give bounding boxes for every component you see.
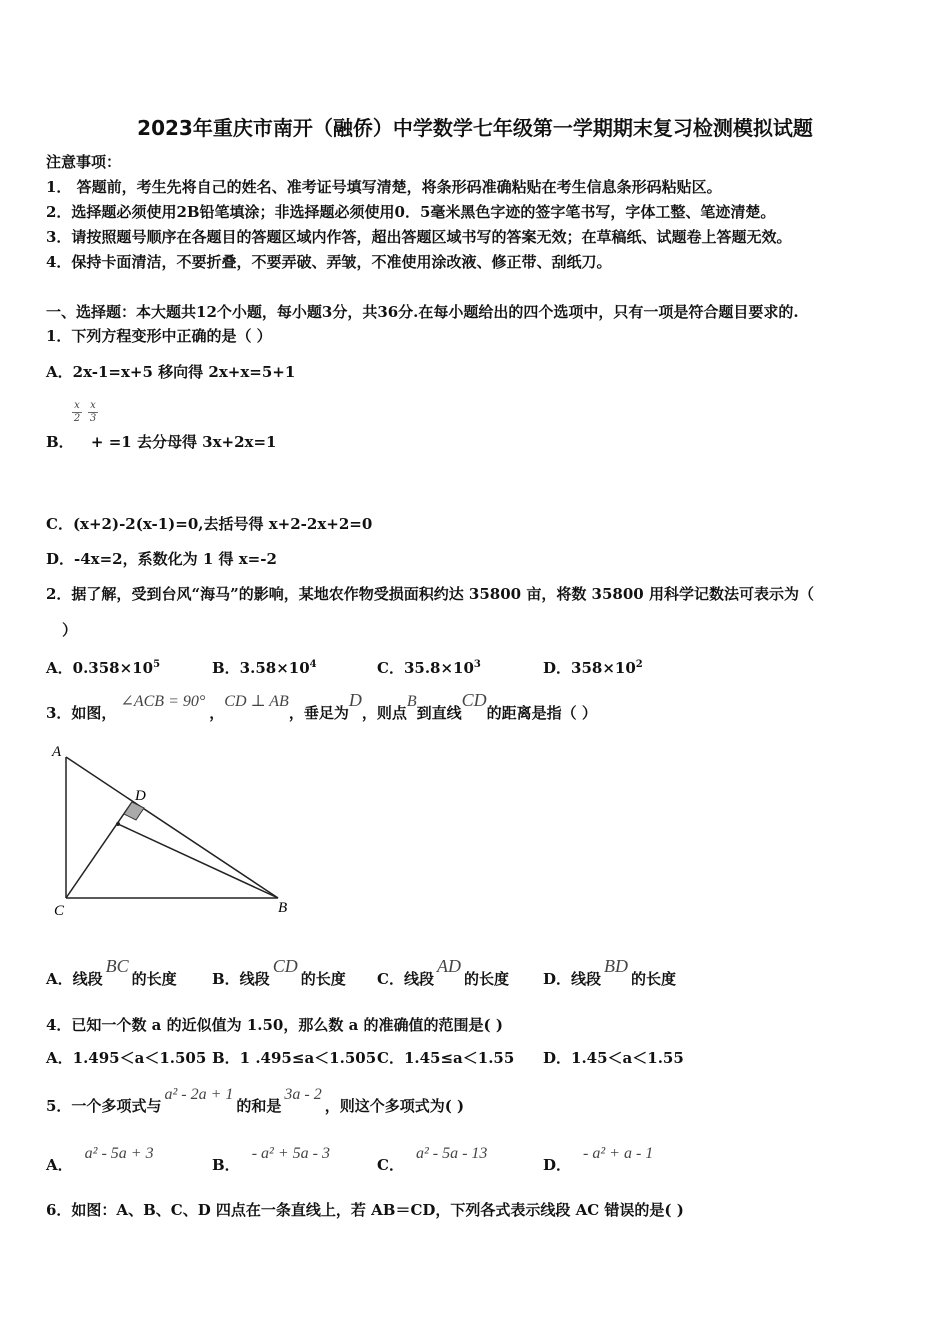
fraction-numerator: x	[90, 400, 96, 411]
q1-option-c: C．(x+2)-2(x-1)=0,去括号得 x+2-2x+2=0	[46, 515, 373, 533]
q3-stem-end: 的距离是指（ ）	[486, 704, 597, 722]
q2-stem-end: ）	[62, 621, 78, 639]
right-angle-mark	[124, 802, 144, 820]
q5-option-b	[212, 1145, 330, 1176]
q2-option-b	[212, 655, 317, 678]
q3-option-suffix: 的长度	[131, 970, 177, 988]
q1-option-b-label: B．	[46, 433, 74, 451]
q2-d-base: D．358×10	[543, 659, 636, 677]
q5-option-a	[46, 1145, 154, 1176]
q1-fraction-1	[72, 400, 82, 425]
q2-c-base: C．35.8×10	[377, 659, 474, 677]
q2-a-exponent: 5	[153, 659, 161, 670]
q3-foot-point: D	[348, 690, 362, 710]
q3-option-label: D．线段	[543, 970, 602, 988]
q6-stem: 6．如图：A、B、C、D 四点在一条直线上，若 AB＝CD，下列各式表示线段 AC 错误的是( )	[46, 1201, 684, 1219]
q4-option-a: A．1.495＜a＜1.505	[46, 1049, 207, 1067]
q2-d-exponent: 2	[635, 659, 643, 670]
q3-option-suffix: 的长度	[463, 970, 509, 988]
q3-triangle-figure	[48, 740, 298, 920]
q2-option-d	[543, 655, 643, 678]
q5-option-expr: - a² + a - 1	[583, 1145, 654, 1162]
label-b: B	[278, 900, 288, 916]
q3-line-cd: CD	[461, 690, 487, 710]
q3-stem	[46, 690, 597, 724]
q3-mid-2: ，则点	[361, 704, 407, 722]
notice-item-3: 3．请按照题号顺序在各题目的答题区域内作答，超出答题区域书写的答案无效；在草稿纸、试题卷上答题无效。	[46, 228, 792, 246]
q5-option-expr: - a² + 5a - 3	[251, 1145, 330, 1162]
q5-stem-end: ，则这个多项式为( )	[324, 1097, 465, 1115]
q2-c-exponent: 3	[473, 659, 481, 670]
q3-angle-formula: ∠ACB = 90°	[120, 693, 206, 710]
q3-option-a	[46, 956, 177, 989]
q3-option-b	[212, 956, 346, 989]
q5-option-label: D．	[543, 1156, 572, 1174]
q3-option-label: A．线段	[46, 970, 103, 988]
q3-option-label: C．线段	[377, 970, 434, 988]
q4-stem: 4．已知一个数 a 的近似值为 1.50，那么数 a 的准确值的范围是( )	[46, 1016, 503, 1034]
fraction-denominator: 2	[73, 413, 81, 424]
q5-stem	[46, 1086, 465, 1117]
q1-fraction-2	[88, 400, 98, 425]
fraction-numerator: x	[74, 400, 80, 411]
q2-b-exponent: 4	[309, 659, 317, 670]
q2-stem: 2．据了解，受到台风“海马”的影响，某地农作物受损面积约达 35800 亩，将数 35800 用科学记数法可表示为（	[46, 585, 814, 603]
label-d: D	[135, 788, 146, 804]
q3-comma: ，	[209, 704, 225, 722]
q3-mid-1: ，垂足为	[288, 704, 349, 722]
q1-option-d: D．-4x=2，系数化为 1 得 x=-2	[46, 550, 277, 568]
q5-poly-2: 3a - 2	[284, 1086, 322, 1103]
q3-point-b: B	[406, 693, 417, 710]
q5-option-expr: a² - 5a + 3	[84, 1145, 154, 1162]
q5-option-c	[377, 1145, 488, 1176]
notice-heading: 注意事项：	[46, 153, 122, 171]
q3-option-d	[543, 956, 677, 989]
q5-stem-start: 5．一个多项式与	[46, 1097, 162, 1115]
page-title: 2023年重庆市南开（融侨）中学数学七年级第一学期期末复习检测模拟试题	[137, 116, 813, 140]
q2-option-a	[46, 655, 160, 678]
q5-option-label: A．	[46, 1156, 73, 1174]
q2-a-base: A．0.358×10	[46, 659, 154, 677]
segment-cd	[66, 802, 132, 898]
q5-option-label: B．	[212, 1156, 240, 1174]
notice-item-1: 1． 答题前，考生先将自己的姓名、准考证号填写清楚，将条形码准确粘贴在考生信息条形码粘贴区。	[46, 178, 722, 196]
q3-mid-3: 到直线	[416, 704, 462, 722]
q3-stem-start: 3．如图，	[46, 704, 117, 722]
segment-ab	[66, 757, 278, 898]
q4-option-d: D．1.45＜a＜1.55	[543, 1049, 684, 1067]
q4-option-c: C．1.45≤a＜1.55	[377, 1049, 515, 1067]
label-a: A	[52, 744, 62, 760]
fraction-denominator: 3	[89, 413, 97, 424]
q3-option-label: B．线段	[212, 970, 270, 988]
q3-perp-formula: CD ⊥ AB	[224, 693, 289, 710]
label-c: C	[54, 903, 65, 919]
section-heading: 一、选择题：本大题共12个小题，每小题3分，共36分.在每小题给出的四个选项中，只有一项是符合题目要求的.	[46, 303, 799, 321]
q3-option-suffix: 的长度	[300, 970, 346, 988]
q5-poly-1: a² - 2a + 1	[164, 1086, 234, 1103]
q1-option-b	[46, 432, 277, 452]
segment-from-b	[118, 824, 278, 898]
q5-option-expr: a² - 5a - 13	[415, 1145, 488, 1162]
q3-option-c	[377, 956, 509, 989]
q1-stem: 1．下列方程变形中正确的是（ ）	[46, 327, 272, 345]
q2-option-c	[377, 655, 481, 678]
q5-stem-mid: 的和是	[236, 1097, 282, 1115]
q5-option-d	[543, 1145, 654, 1176]
q2-b-base: B．3.58×10	[212, 659, 310, 677]
q3-option-segment: BD	[604, 956, 629, 976]
q5-option-label: C．	[377, 1156, 404, 1174]
q3-option-suffix: 的长度	[631, 970, 677, 988]
q1-option-a: A．2x-1=x+5 移向得 2x+x=5+1	[46, 363, 296, 381]
q3-option-segment: BC	[105, 956, 129, 976]
q3-option-segment: CD	[272, 956, 298, 976]
notice-item-2: 2．选择题必须使用2B铅笔填涂；非选择题必须使用0．5毫米黑色字迹的签字笔书写，字体工整、笔迹清楚。	[46, 203, 776, 221]
q4-option-b: B．1 .495≤a＜1.505	[212, 1049, 377, 1067]
notice-item-4: 4．保持卡面清洁，不要折叠，不要弄破、弄皱，不准使用涂改液、修正带、刮纸刀。	[46, 253, 612, 271]
q1-option-b-text: + =1 去分母得 3x+2x=1	[90, 433, 277, 451]
q3-option-segment: AD	[436, 956, 461, 976]
point-marker	[116, 822, 120, 826]
